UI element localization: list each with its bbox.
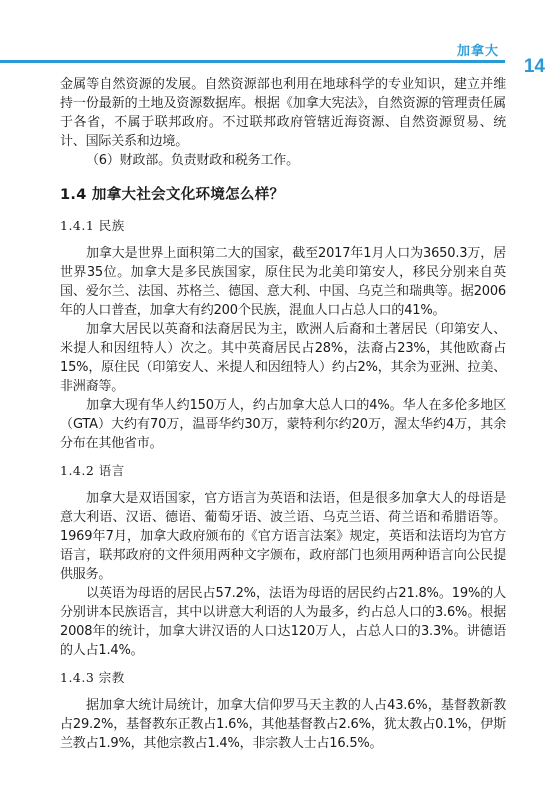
page-body (60, 75, 506, 753)
paragraph: （6）财政部。负责财政和税务工作。 (86, 153, 299, 168)
subsection-heading: 1.4.3 宗教 (60, 670, 125, 685)
subsection-heading: 1.4.2 语言 (60, 463, 125, 478)
paragraph: 金属等自然资源的发展。自然资源部也利用在地球科学的专业知识，建立并维持一份最新的土地及资源数据库。根据《加拿大宪法》，自然资源的管理责任属于各省，不属于联邦政府。不过联邦政府管辖近海资源、自然资源贸易、统计、国际关系和边境。 (60, 77, 506, 149)
section-heading: 1.4 加拿大社会文化环境怎么样？ (60, 187, 285, 203)
page-number: 14 (523, 56, 545, 77)
running-header-title: 加拿大 (456, 44, 499, 59)
subsection-heading: 1.4.1 民族 (60, 218, 125, 233)
paragraph: 据加拿大统计局统计，加拿大信仰罗马天主教的人占43.6%，基督教新教占29.2%，基督教东正教占1.6%，其他基督教占2.6%，犹太教占0.1%，伊斯兰教占1.9%，其他宗教占1.4%，非宗教人士占16.5%。 (60, 698, 506, 751)
paragraph: 加拿大是双语国家，官方语言为英语和法语，但是很多加拿大人的母语是意大利语、汉语、德语、葡萄牙语、波兰语、乌克兰语、荷兰语和希腊语等。1969年7月，加拿大政府颁布的《官方语言法案》规定，英语和法语均为官方语言，联邦政府的文件须用两种文字颁布，政府部门也须用两种语言向公民提供服务。 (60, 491, 506, 582)
paragraph: 以英语为母语的居民占57.2%，法语为母语的居民约占21.8%。19%的人分别讲本民族语言，其中以讲意大利语的人为最多，约占总人口的3.6%。根据2008年的统计，加拿大讲汉语的人口达120万人，占总人口的3.3%。讲德语的人占1.4%。 (60, 586, 506, 658)
paragraph: 加拿大现有华人约150万人，约占加拿大总人口的4%。华人在多伦多地区（GTA）大约有70万，温哥华约30万，蒙特利尔约20万，渥太华约4万，其余分布在其他省市。 (60, 398, 506, 451)
paragraph: 加拿大居民以英裔和法裔居民为主，欧洲人后裔和土著居民（印第安人、米提人和因纽特人）次之。其中英裔居民占28%，法裔占23%，其他欧裔占15%，原住民（印第安人、米提人和因纽特人）约占2%，其余为亚洲、拉美、非洲裔等。 (60, 322, 506, 394)
header-rule (0, 60, 505, 63)
paragraph: 加拿大是世界上面积第二大的国家，截至2017年1月人口为3650.3万，居世界35位。加拿大是多民族国家，原住民为北美印第安人，移民分别来自英国、爱尔兰、法国、苏格兰、德国、意大利、中国、乌克兰和瑞典等。据2006年的人口普查，加拿大有约200个民族，混血人口占总人口的41%。 (60, 246, 506, 318)
